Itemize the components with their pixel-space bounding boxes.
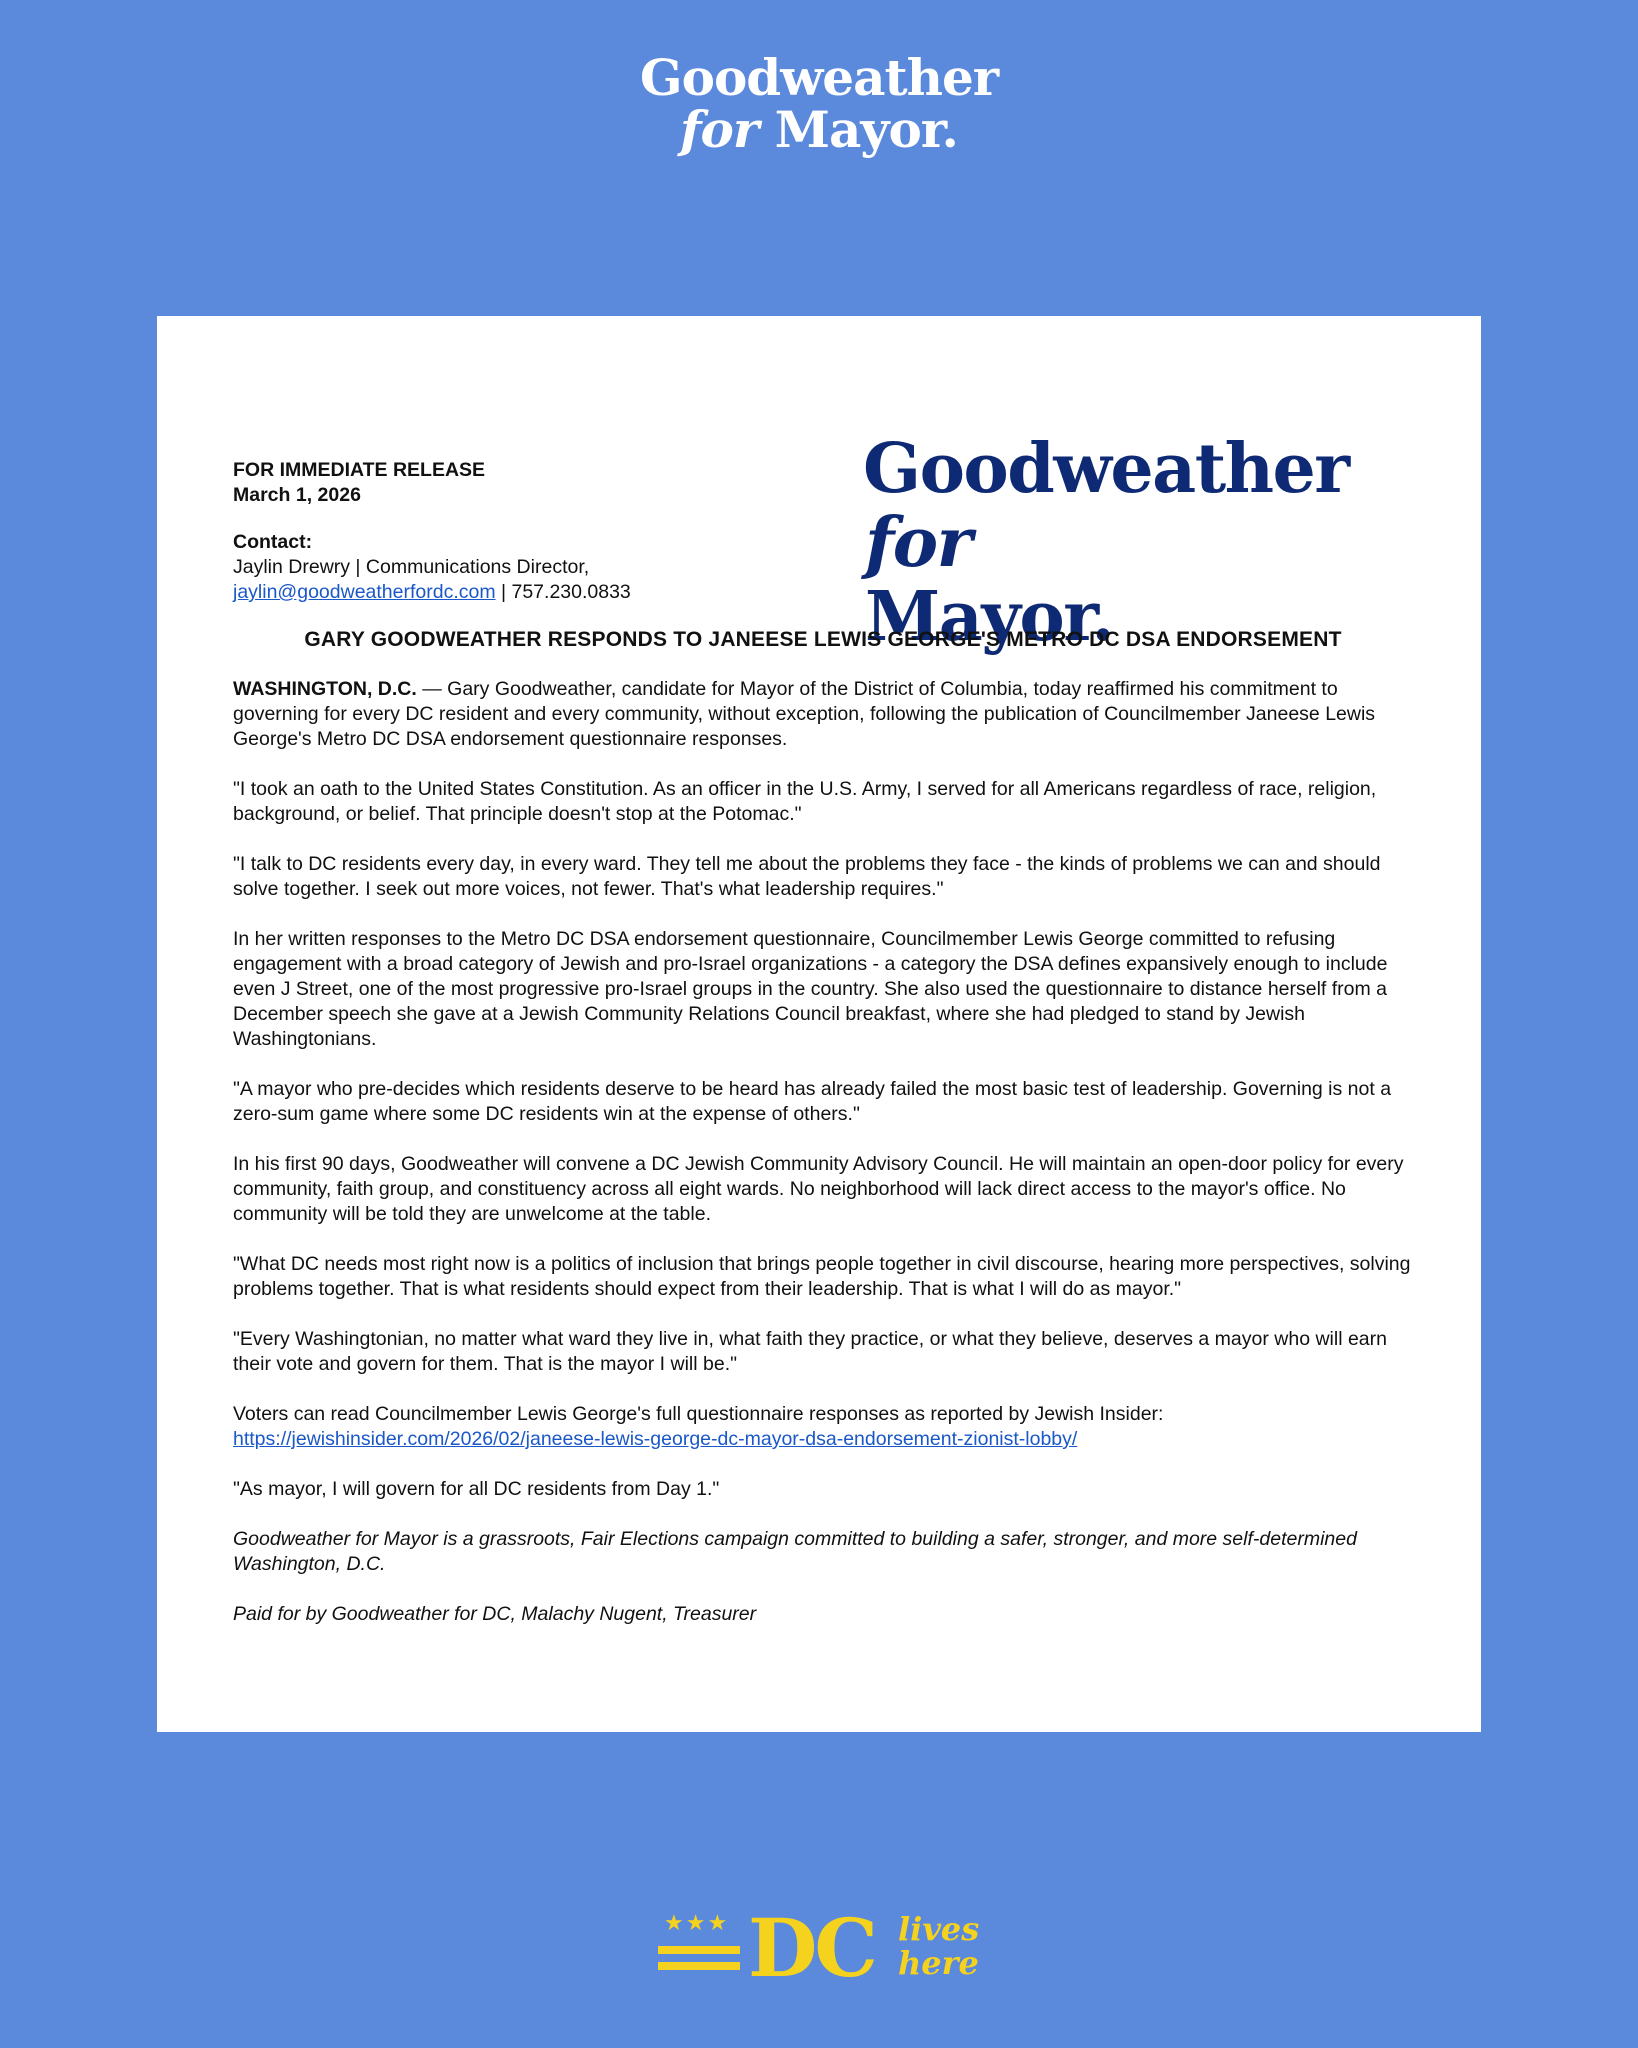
release-label: FOR IMMEDIATE RELEASE	[233, 459, 486, 481]
banner-logo-mayor: Mayor.	[758, 100, 958, 159]
paragraph-first-90-days: In his first 90 days, Goodweather will convene a DC Jewish Community Advisory Council. He will maintain an open-door policy for every community, faith group, and constituency across all eight wards. No neighborhood will lack direct access to the mayor's office. No community will be told they are unwelcome at the table.	[233, 1153, 1404, 1225]
press-release-document	[157, 316, 1481, 1732]
release-header	[233, 458, 1413, 605]
document-body	[233, 458, 1413, 1627]
paragraph-questionnaire: In her written responses to the Metro DC DSA endorsement questionnaire, Councilmember Lewis George committed to refusing engagement with a broad category of Jewish and pro-Israel organizations - a category the DSA defines expansively enough to include even J Street, one of the most progressive pro-Israel groups in the country. She also used the questionnaire to distance herself from a December speech she gave at a Jewish Community Relations Council breakfast, where she had pledged to stand by Jewish Washingtonians.	[233, 928, 1388, 1050]
contact-label: Contact:	[233, 531, 313, 553]
boilerplate-text: Goodweather for Mayor is a grassroots, Fair Elections campaign committed to building a safer, stronger, and more self-determined Washington, D.C.	[233, 1528, 1357, 1575]
contact-phone: | 757.230.0833	[495, 581, 631, 603]
contact-email-link[interactable]: jaylin@goodweatherfordc.com	[233, 581, 496, 603]
here-word: here	[898, 1944, 979, 1982]
lives-word: lives	[898, 1910, 980, 1948]
dc-lives-here-logo	[656, 1901, 986, 1995]
banner-logo-line1: Goodweather	[639, 48, 999, 107]
paragraph-paid-for	[233, 1602, 1413, 1627]
contact-name: Jaylin Drewry | Communications Director,	[233, 556, 590, 578]
dc-flag-stars-icon: ★★★	[664, 1910, 730, 1935]
lives-here-text	[898, 1912, 979, 1980]
doc-logo-mayor: Mayor.	[865, 577, 1114, 657]
doc-logo-line1: Goodweather	[863, 429, 1349, 509]
banner-logo-for: for	[680, 100, 759, 159]
paragraph-intro	[233, 677, 1413, 752]
jewish-insider-link[interactable]: https://jewishinsider.com/2026/02/janeese-lewis-george-dc-mayor-dsa-endorsement-zionist-lobby/	[233, 1428, 1078, 1450]
paragraph-quote-inclusion: "What DC needs most right now is a politics of inclusion that brings people together in civil discourse, hearing more perspectives, solving problems together. That is what residents should expect from their leadership. That is what I will do as mayor."	[233, 1253, 1411, 1300]
paragraph-quote-leadership: "A mayor who pre-decides which residents deserve to be heard has already failed the most basic test of leadership. Governing is not a zero-sum game where some DC residents win at the expense of others."	[233, 1078, 1392, 1125]
paragraph-read-more	[233, 1402, 1413, 1452]
campaign-logo-banner	[0, 48, 1638, 159]
read-more-text: Voters can read Councilmember Lewis George's full questionnaire responses as reported by Jewish Insider:	[233, 1403, 1164, 1425]
dc-wordmark: DC	[748, 1901, 876, 1995]
doc-logo-for: for	[865, 503, 971, 583]
banner-logo-line2	[0, 100, 1638, 159]
paragraph-quote-day-one: "As mayor, I will govern for all DC residents from Day 1."	[233, 1478, 720, 1500]
intro-text: — Gary Goodweather, candidate for Mayor of the District of Columbia, today reaffirmed his commitment to governing for every DC resident and every community, without exception, following the publication of Councilmember Janeese Lewis George's Metro DC DSA endorsement questionnaire responses.	[233, 678, 1376, 750]
paragraph-quote-residents: "I talk to DC residents every day, in every ward. They tell me about the problems they face - the kinds of problems we can and should solve together. I seek out more voices, not fewer. That's what leadership requires."	[233, 853, 1381, 900]
paragraph-quote-oath: "I took an oath to the United States Constitution. As an officer in the U.S. Army, I served for all Americans regardless of race, religion, background, or belief. That principle doesn't stop at the Potomac."	[233, 778, 1377, 825]
headline: GARY GOODWEATHER RESPONDS TO JANEESE LEWIS GEORGE'S METRO DC DSA ENDORSEMENT	[304, 628, 1342, 651]
paragraph-quote-every-washingtonian: "Every Washingtonian, no matter what ward they live in, what faith they practice, or what they believe, deserves a mayor who will earn their vote and govern for them. That is the mayor I will be."	[233, 1328, 1387, 1375]
paid-for-text: Paid for by Goodweather for DC, Malachy Nugent, Treasurer	[233, 1603, 757, 1625]
dateline: WASHINGTON, D.C.	[233, 678, 417, 700]
release-date: March 1, 2026	[233, 484, 361, 506]
paragraph-campaign-boilerplate	[233, 1527, 1413, 1577]
dc-flag-bars-icon	[658, 1946, 740, 1978]
